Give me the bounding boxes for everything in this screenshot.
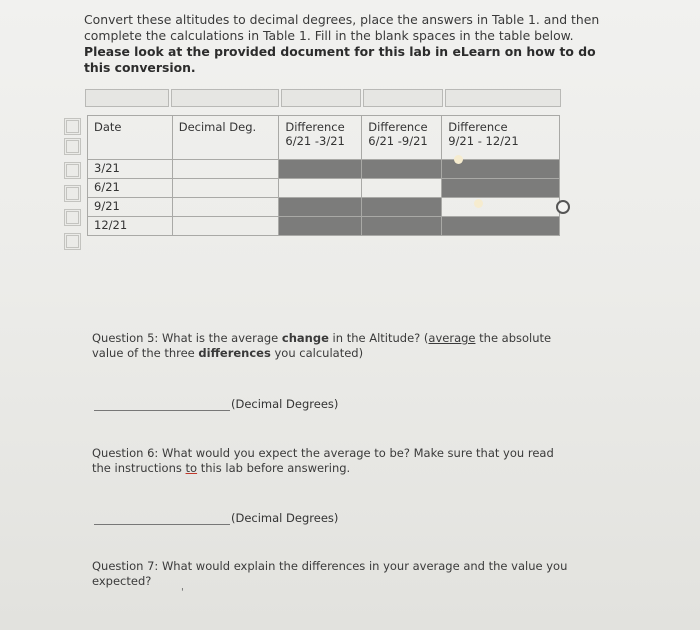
decimal-input[interactable]	[172, 179, 279, 198]
table-header-row	[88, 116, 560, 160]
q6-answer-blank[interactable]	[94, 524, 230, 525]
decimal-input[interactable]	[172, 160, 279, 179]
circle-marker-icon	[556, 200, 570, 214]
decimal-input[interactable]	[172, 217, 279, 236]
header-difference-1: Difference 6/21 -3/21	[279, 116, 362, 160]
header-date: Date	[88, 116, 173, 160]
shaded-cell	[362, 160, 442, 179]
row-date: 12/21	[88, 217, 173, 236]
header-box	[445, 89, 561, 107]
instructions-line-4: this conversion.	[84, 60, 196, 75]
decimal-input[interactable]	[172, 198, 279, 217]
header-difference-3: Difference 9/21 - 12/21	[442, 116, 560, 160]
row-date: 9/21	[88, 198, 173, 217]
side-checkbox	[64, 185, 81, 202]
pencil-mark: '	[181, 587, 184, 598]
difference-input[interactable]	[362, 179, 442, 198]
header-box	[363, 89, 443, 107]
header-box	[85, 89, 169, 107]
shaded-cell	[442, 217, 560, 236]
side-checkbox	[64, 162, 81, 179]
q5-unit: (Decimal Degrees)	[231, 397, 339, 411]
header-difference-2: Difference 6/21 -9/21	[362, 116, 442, 160]
instructions-line-2: complete the calculations in Table 1. Fill in the blank spaces in the table below.	[84, 28, 574, 43]
side-checkbox	[64, 209, 81, 226]
instructions-line-1: Convert these altitudes to decimal degrees, place the answers in Table 1. and then	[84, 12, 600, 27]
instructions-line-3: Please look at the provided document for this lab in eLearn on how to do	[84, 44, 596, 59]
side-checkbox	[64, 138, 81, 155]
table-row	[88, 217, 560, 236]
table-row	[88, 198, 560, 217]
shaded-cell	[279, 217, 362, 236]
shaded-cell	[279, 160, 362, 179]
q5-answer-blank[interactable]	[94, 410, 230, 411]
glare-dot	[474, 199, 483, 208]
shaded-cell	[362, 217, 442, 236]
row-date: 6/21	[88, 179, 173, 198]
shaded-cell	[279, 198, 362, 217]
table-row	[88, 160, 560, 179]
difference-input[interactable]	[442, 198, 560, 217]
table-row	[88, 179, 560, 198]
question-7: Question 7: What would explain the differences in your average and the value you expected?	[92, 559, 568, 588]
header-decimal-deg: Decimal Deg.	[172, 116, 279, 160]
side-checkbox	[64, 233, 81, 250]
glare-dot	[454, 155, 463, 164]
table-1	[87, 115, 560, 236]
difference-input[interactable]	[279, 179, 362, 198]
q6-unit: (Decimal Degrees)	[231, 511, 339, 525]
row-date: 3/21	[88, 160, 173, 179]
header-box	[171, 89, 279, 107]
shaded-cell	[362, 198, 442, 217]
header-box	[281, 89, 361, 107]
question-5: Question 5: What is the average change in the Altitude? (average the absolute value of the three differences you calculated)	[92, 331, 552, 360]
instructions	[84, 12, 614, 76]
shaded-cell	[442, 179, 560, 198]
question-6: Question 6: What would you expect the average to be? Make sure that you read the instructions to this lab before answering.	[92, 446, 554, 475]
side-checkbox	[64, 118, 81, 135]
